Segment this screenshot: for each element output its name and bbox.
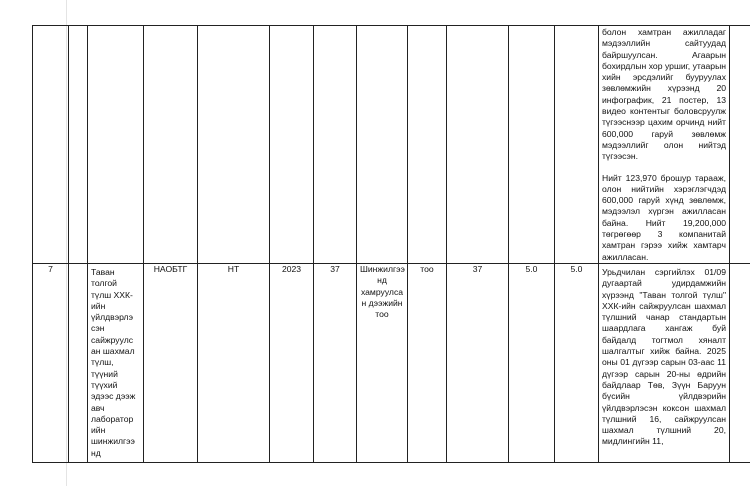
table-row <box>33 263 750 462</box>
cell-unit <box>408 26 447 264</box>
cell-baseline: 37 <box>314 263 357 462</box>
cell-unit: тоо <box>408 263 447 462</box>
cell-activity <box>88 26 144 264</box>
result-paragraph: Нийт 123,970 брошур тарааж, олон нийтийн хэрэглэгчдэд 600,000 гаруй хүнд зөвлөмж, мэдээлэл хүргэн ажилласан байна. Нийт 19,200,000 төгрөгөөр 3 компанитай хамтран гэрээ хийж хамтарч ажилласан. <box>602 172 726 262</box>
result-paragraph: болон хамтран ажилладаг мэдээллийн сайтуудад байршуулсан. Агаарын бохирдлын хор уршиг, утаарын хийн эрсдэлийг бууруулах зөвлөмжийн хүрээнд 20 инфографик, 21 постер, 13 видео контентыг боловсруулж түгээснээр цахим орчинд нийт 600,000 гаруй зөвлөмж мэдээллийг олон нийтэд түгээсэн. <box>602 27 726 162</box>
table-row <box>33 26 750 264</box>
cell-blank <box>69 263 88 462</box>
cell-note <box>730 26 750 264</box>
cell-code <box>198 26 270 264</box>
cell-result <box>599 26 730 264</box>
cell-activity: Таван толгой түлш ХХК- ийн үйлдвэрлэ сэн сайжруулс ан шахмал түлш, түүний түүхий эдээс дээж авч лаборатор ийн шинжилгээ нд <box>88 263 144 462</box>
cell-year: 2023 <box>270 263 314 462</box>
cell-indicator: Шинжилгээ нд хамруулса н дээжийн тоо <box>357 263 408 462</box>
cell-score-2 <box>555 26 599 264</box>
cell-year <box>270 26 314 264</box>
results-table <box>32 25 750 463</box>
cell-code: НТ <box>198 263 270 462</box>
cell-score-1: 5.0 <box>509 263 555 462</box>
cell-result: Урьдчилан сэргийлэх 01/09 дугаартай удирдамжийн хүрээнд "Таван толгой түлш" ХХК-ийн сайжруулсан шахмал түлшний чанар стандартын шаардлага хангаж буй байдалд тогтмол хяналт шалгалтыг хийж байна. 2025 оны 01 дүгээр сарын 03-аас 11 дүгээр сарын 20-ны өдрийн байдлаар Төв, Зүүн Баруун бүсийн үйлдвэрийн үйлдвэрлэсэн коксон шахмал түлшний 16, сайжруулсан шахмал түлшний 20, мидлингийн 11, <box>599 263 730 462</box>
cell-no <box>33 26 69 264</box>
cell-score-2: 5.0 <box>555 263 599 462</box>
cell-score-1 <box>509 26 555 264</box>
cell-target: 37 <box>447 263 509 462</box>
cell-blank <box>69 26 88 264</box>
cell-organization: НАОБТГ <box>144 263 198 462</box>
cell-note <box>730 263 750 462</box>
cell-no: 7 <box>33 263 69 462</box>
cell-target <box>447 26 509 264</box>
cell-organization <box>144 26 198 264</box>
cell-baseline <box>314 26 357 264</box>
cell-indicator <box>357 26 408 264</box>
